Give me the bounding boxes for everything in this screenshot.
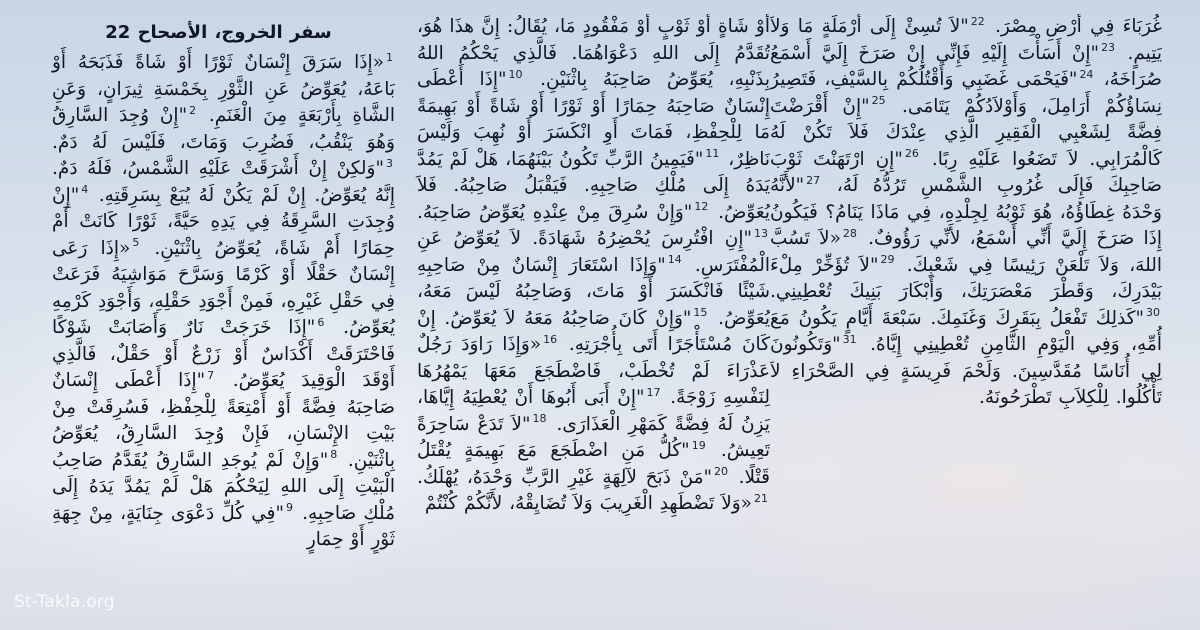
verse-text: "وَلكِنْ إِنْ أَشْرَقَتْ عَلَيْهِ الشَّمْسُ، فَلَهُ دَمٌ. إِنَّهُ يُعَوِّضُ. إِنْ لَمْ يَكُنْ لَهُ يُبَعْ بِسَرِقَتِهِ.	[52, 158, 395, 206]
verse-number: 12	[694, 200, 709, 214]
verse-text: "لاَ تَدَعْ سَاحِرَةً تَعِيشُ.	[417, 413, 770, 461]
verse-number: 15	[693, 306, 708, 320]
verse-text: "فَيَحْمَى غَضَبِي وَأَقْتُلُكُمْ بِالسَّيْفِ، فَتَصِيرُ نِسَاؤُكُمْ أَرَامِلَ، وَأَوْلاَدُكُمْ يَتَامَى.	[770, 69, 1162, 117]
verse-number: 11	[705, 147, 720, 161]
verse-text: "إِذَا أَعْطَى إِنْسَانٌ صَاحِبَهُ فِضَّةً أَوْ أَمْتِعَةً لِلْحِفْظِ، فَسُرِقَتْ مِنْ بَيْتِ الإِنْسَانِ، فَإِنْ وُجِدَ السَّارِقُ، يُعَوِّضُ بِاثْنَيْنِ.	[52, 370, 395, 471]
verse-text: "إِنْ أَقْرَضْتَ فِضَّةً لِشَعْبِي الْفَقِيرِ الَّذِي عِنْدَكَ فَلاَ تَكُنْ لَهُ كَالْمُرَابِي. لاَ تَضَعُوا عَلَيْهِ رِبًا.	[770, 95, 1162, 170]
verse-text: «إِذَا رَعَى إِنْسَانٌ حَقْلًا أَوْ كَرْمًا وَسَرَّحَ مَوَاشِيَهُ فَرَعَتْ فِي حَقْلِ غَيْرِهِ، فَمِنْ أَجْوَدِ حَقْلِهِ، وَأَجْوَدِ كَرْمِهِ يُعَوِّضُ.	[52, 237, 395, 338]
verse-number: 8	[330, 448, 338, 462]
verse-number: 17	[646, 385, 661, 399]
verse-text: «وَإِذَا رَاوَدَ رَجُلٌ عَذْرَاءَ لَمْ تُخْطَبْ، فَاضْطَجَعَ مَعَهَا يَمْهُرُهَا لِنَفْسِهِ زَوْجَةً.	[417, 334, 770, 408]
verse-number: 21	[754, 491, 768, 505]
verse-text: "إِنْ أَبَى أَبُوهَا أَنْ يُعْطِيَهُ إِيَّاهَا، يَزِنُ لَهُ فِضَّةً كَمَهْرِ الْعَذَارَى.	[417, 387, 770, 435]
verse-number: 28	[842, 226, 857, 240]
verse-text: «إِذَا سَرَقَ إِنْسَانٌ ثَوْرًا أَوْ شَاةً فَذَبَحَهُ أَوْ بَاعَهُ، يُعَوِّضُ عَنِ الثَّوْرِ بِخَمْسَةِ ثِيرَانٍ، وَعَنِ الشَّاةِ بِأَرْبَعَةٍ مِنَ الْغَنَمِ.	[52, 52, 395, 126]
verse-text: "إِنِ ارْتَهَنْتَ ثَوْبَ صَاحِبِكَ فَإِلَى غُرُوبِ الشَّمْسِ تَرُدُّهُ لَهُ،	[770, 148, 1162, 196]
chapter-title: سفر الخروج، الأصحاح 22	[105, 22, 332, 43]
verse-number: 20	[714, 465, 729, 479]
verse-text: "فِي كُلِّ دَعْوَى جِنَايَةٍ، مِنْ جِهَةِ ثَوْرٍ أَوْ حِمَارٍ	[52, 502, 395, 550]
site-watermark: St-Takla.org	[14, 592, 115, 612]
text-column-1	[30, 14, 395, 624]
verse-number: 19	[691, 438, 706, 452]
verse-text: "فَيَمِينُ الرَّبِّ تَكُونُ بَيْنَهُمَا، هَلْ لَمْ يَمُدَّ يَدَهُ إِلَى مُلْكِ صَاحِبِهِ. فَيَقْبَلُ صَاحِبُهُ. فَلاَ يُعَوِّضُ.	[417, 148, 770, 223]
text-column-2	[395, 14, 770, 624]
verse-number: 7	[207, 368, 215, 382]
verse-text: "كَذلِكَ تَفْعَلُ بِبَقَرِكَ وَغَنَمِكَ. سَبْعَةَ أَيَّامٍ يَكُونُ مَعَ أُمِّهِ، وَفِي الْيَوْمِ الثَّامِنِ تُعْطِينِي إِيَّاهُ.	[770, 307, 1162, 355]
verse-text: "وَتَكُونُونَ لِي أُنَاسًا مُقَدَّسِينَ. وَلَحْمَ فَرِيسَةٍ فِي الصَّحْرَاءِ لاَ تَأْكُلُوا. لِلْكِلاَبِ تَطْرَحُونَهُ.	[770, 334, 1162, 408]
verse-text: غُرَبَاءَ فِي أَرْضِ مِصْرَ.	[995, 16, 1162, 37]
verse-number: 6	[317, 315, 325, 329]
verse-block-3	[770, 14, 1162, 412]
verse-text: "لأَنَّهُ وَحْدَهُ غِطَاؤُهُ، هُوَ ثَوْبُهُ لِجِلْدِهِ، فِي مَاذَا يَنَامُ؟ فَيَكُونُ إِذَا صَرَخَ إِلَيَّ أَنِّي أَسْمَعُ، لأَنِّي رَؤُوفٌ.	[770, 175, 1162, 249]
verse-text: "إِنْ أَسَأْتَ إِلَيْهِ فَإِنِّي إِنْ صَرَخَ إِلَيَّ أَسْمَعُ صُرَاخَهُ،	[770, 42, 1162, 90]
verse-number: 13	[754, 226, 768, 240]
verse-number: 9	[285, 501, 293, 515]
verse-number: 23	[1101, 41, 1116, 55]
verse-number: 1	[386, 50, 393, 64]
verse-number: 5	[132, 236, 140, 250]
verse-text: «وَلاَ تَضْطَهِدِ الْغَرِيبَ وَلاَ تُضَايِقْهُ، لأَنَّكُمْ كُنْتُمْ	[424, 493, 752, 514]
verse-number: 14	[667, 253, 682, 267]
verse-text: "إِنِ افْتُرِسَ يُحْضِرُهُ شَهَادَةً. لاَ يُعَوِّضُ عَنِ الْمُفْتَرَسِ.	[417, 228, 770, 276]
verse-text: "مَنْ ذَبَحَ لآلِهَةٍ غَيْرِ الرَّبِّ وَحْدَهُ، يُهْلَكُ.	[417, 466, 713, 488]
verse-text: "وَإِذَا اسْتَعَارَ إِنْسَانٌ مِنْ صَاحِبِهِ شَيْئًا فَانْكَسَرَ أَوْ مَاتَ، وَصَاحِبُهُ لَيْسَ مَعَهُ، يُعَوِّضُ.	[417, 254, 770, 329]
verse-number: 3	[386, 156, 393, 170]
verse-number: 26	[904, 147, 919, 161]
text-column-3	[770, 14, 1162, 624]
verse-text: "لاَ تُؤَخِّرْ مِلْءَ بَيْدَرِكَ، وَقَطْرَ مَعْصَرَتِكَ، وَأَبْكَارَ بَنِيكَ تُعْطِينِي.	[770, 254, 1162, 302]
verse-text: "إِنْ وُجِدَتِ السَّرِقَةُ فِي يَدِهِ حَيَّةً، ثَوْرًا كَانَتْ أَمْ حِمَارًا أَمْ شَاةً، يُعَوِّضُ بِاثْنَيْنِ.	[52, 184, 395, 259]
verse-number: 30	[1146, 306, 1160, 320]
verse-number: 18	[532, 412, 547, 426]
verse-number: 25	[871, 94, 886, 108]
verse-text: "إِنْ وُجِدَ السَّارِقُ وَهُوَ يَنْقُبُ، فَضُرِبَ وَمَاتَ، فَلَيْسَ لَهُ دَمٌ.	[52, 105, 395, 153]
verse-number: 29	[880, 253, 895, 267]
verse-number: 27	[806, 173, 821, 187]
verse-text: "لاَ تُسِئْ إِلَى أَرْمَلَةٍ مَا وَلاَ يَتِيمٍ.	[770, 16, 1162, 64]
verse-block-2	[417, 14, 770, 518]
verse-number: 24	[1079, 67, 1094, 81]
verse-number: 4	[81, 183, 89, 197]
verse-text: "وَإِنْ كَانَ صَاحِبُهُ مَعَهُ لاَ يُعَوِّضُ. إِنْ كَانَ مُسْتَأْجَرًا أَتَى بِأُجْرَتِهِ.	[417, 307, 770, 355]
verse-number: 31	[842, 332, 857, 346]
verse-text: "إِذَا خَرَجَتْ نَارٌ وَأَصَابَتْ شَوْكًا فَاحْتَرَقَتْ أَكْدَاسٌ أَوْ زَرْعٌ أَوْ حَقْلٌ، فَالَّذِي أَوْقَدَ الْوَقِيدَ يُعَوِّضُ.	[52, 317, 395, 391]
verse-text: "وَإِنْ سُرِقَ مِنْ عِنْدِهِ يُعَوِّضُ صَاحِبَهُ.	[417, 201, 693, 223]
verse-text: أَوْ شَاةٍ أَوْ ثَوْبٍ أَوْ مَفْقُودٍ مَا، يُقَالُ: إِنَّ هذَا هُوَ، تُقَدَّمُ إِلَى اللهِ دَعْوَاهُمَا. فَالَّذِي يَحْكُمُ اللهُ بِذَنْبِهِ، يُعَوِّضُ صَاحِبَهُ بِاثْنَيْنِ.	[417, 16, 770, 90]
verse-number: 10	[508, 67, 523, 81]
verse-text: "وَإِنْ لَمْ يُوجَدِ السَّارِقُ يُقَدَّمُ صَاحِبُ الْبَيْتِ إِلَى اللهِ لِيَحْكُمَ هَلْ لَمْ يَمُدَّ يَدَهُ إِلَى مُلْكِ صَاحِبِهِ.	[52, 449, 395, 524]
verse-text: "كُلُّ مَنِ اضْطَجَعَ مَعَ بَهِيمَةٍ يُقْتَلُ قَتْلًا.	[417, 440, 770, 488]
verse-number: 22	[970, 14, 985, 28]
verse-number: 16	[543, 332, 558, 346]
verse-number: 2	[189, 103, 197, 117]
verse-text: «لاَ تَسُبَّ اللهَ، وَلاَ تَلْعَنْ رَئِيسًا فِي شَعْبِكَ.	[770, 228, 1162, 276]
verse-block-1	[52, 50, 395, 554]
verse-text: "إِذَا أَعْطَى إِنْسَانٌ صَاحِبَهُ حِمَارًا أَوْ ثَوْرًا أَوْ شَاةً أَوْ بَهِيمَةً مَا لِلْحِفْظِ، فَمَاتَ أَوِ انْكَسَرَ أَوْ نُهِبَ وَلَيْسَ نَاظِرٌ،	[417, 69, 770, 170]
